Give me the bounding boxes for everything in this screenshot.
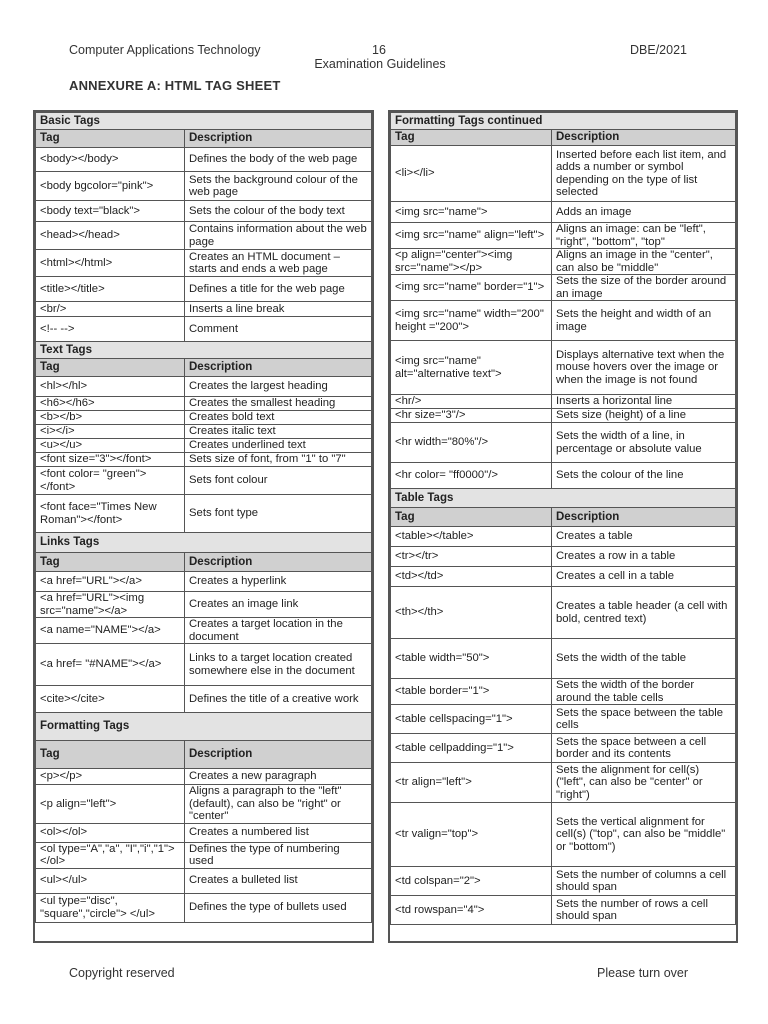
tag-cell: <p></p> [36,769,185,785]
tag-cell: <p align="center"><img src="name"></p> [391,249,552,275]
description-cell: Inserts a line break [185,302,372,317]
tag-cell: <img src="name"> [391,202,552,223]
right-table [390,112,736,925]
column-header-row [391,508,736,527]
description-cell: Adds an image [552,202,736,223]
table-row [391,679,736,705]
header-code: DBE/2021 [630,43,687,57]
table-row [36,250,372,277]
footer-copyright: Copyright reserved [69,966,175,980]
section-header-basic-tags [36,113,372,130]
col-header-description: Description [185,741,372,769]
table-row [391,567,736,587]
col-header-tag: Tag [36,359,185,377]
description-cell: Defines a title for the web page [185,277,372,302]
description-cell: Inserted before each list item, and adds a number or symbol depending on the type of list selected [552,146,736,202]
section-title: Formatting Tags continued [391,113,736,130]
table-row [391,803,736,867]
section-header-links-tags [36,533,372,553]
section-title: Text Tags [36,342,372,359]
description-cell: Sets the size of the border around an image [552,275,736,301]
table-row [36,302,372,317]
section-header-formatting-tags-continued [391,113,736,130]
table-row [36,411,372,425]
table-row [36,377,372,397]
table-row [36,618,372,644]
col-header-tag: Tag [36,741,185,769]
description-cell: Aligns an image: can be "left", "right", "bottom", "top" [552,223,736,249]
right-tag-table [388,110,738,943]
table-row [391,341,736,395]
tag-cell: <img src="name" width="200" height ="200"> [391,301,552,341]
footer-turn-over: Please turn over [597,966,689,980]
col-header-description: Description [552,508,736,527]
tag-cell: <a name="NAME"></a> [36,618,185,644]
table-row [391,547,736,567]
tag-cell: <table width="50"> [391,639,552,679]
description-cell: Sets the colour of the body text [185,201,372,222]
tag-cell: <img src="name" border="1"> [391,275,552,301]
section-title: Links Tags [36,533,372,553]
table-row [36,785,372,824]
table-row [36,201,372,222]
description-cell: Defines the body of the web page [185,148,372,172]
description-cell: Sets the width of the border around the table cells [552,679,736,705]
table-row [36,467,372,495]
description-cell: Sets the space between a cell border and its contents [552,734,736,763]
tag-cell: <i></i> [36,425,185,439]
table-row [391,527,736,547]
tag-cell: <tr></tr> [391,547,552,567]
table-row [36,842,372,868]
description-cell: Creates a table [552,527,736,547]
description-cell: Creates a cell in a table [552,567,736,587]
table-row [36,686,372,713]
tag-cell: <table border="1"> [391,679,552,705]
description-cell: Creates the largest heading [185,377,372,397]
tag-cell: <html></html> [36,250,185,277]
description-cell: Creates a target location in the document [185,618,372,644]
section-title: Basic Tags [36,113,372,130]
description-cell: Creates a table header (a cell with bold, centred text) [552,587,736,639]
description-cell: Creates an HTML document – starts and ends a web page [185,250,372,277]
table-row [36,572,372,592]
left-tag-table [33,110,374,943]
table-row [36,172,372,201]
tag-cell: <tr valign="top"> [391,803,552,867]
table-row [391,423,736,463]
table-row [36,439,372,453]
description-cell: Sets size (height) of a line [552,409,736,423]
tag-cell: <font face="Times New Roman"></font> [36,495,185,533]
table-row [36,277,372,302]
table-row [36,222,372,250]
description-cell: Links to a target location created somewhere else in the document [185,644,372,686]
left-table [35,112,372,923]
description-cell: Inserts a horizontal line [552,395,736,409]
col-header-tag: Tag [391,130,552,146]
table-row [391,639,736,679]
tag-cell: <ul></ul> [36,868,185,893]
tag-cell: <u></u> [36,439,185,453]
description-cell: Sets the colour of the line [552,463,736,489]
description-cell: Sets the height and width of an image [552,301,736,341]
tag-cell: <!-- --> [36,317,185,342]
description-cell: Creates the smallest heading [185,397,372,411]
description-cell: Sets the background colour of the web page [185,172,372,201]
table-row [36,644,372,686]
tag-cell: <title></title> [36,277,185,302]
col-header-description: Description [185,130,372,148]
tag-cell: <tr align="left"> [391,763,552,803]
tag-cell: <hl></hl> [36,377,185,397]
section-title: Table Tags [391,489,736,508]
col-header-description: Description [185,359,372,377]
description-cell: Sets the vertical alignment for cell(s) ("top", can also be "middle" or "bottom") [552,803,736,867]
table-row [391,734,736,763]
description-cell: Creates underlined text [185,439,372,453]
tag-cell: <cite></cite> [36,686,185,713]
tag-cell: <td></td> [391,567,552,587]
description-cell: Creates italic text [185,425,372,439]
tag-cell: <th></th> [391,587,552,639]
table-row [391,587,736,639]
description-cell: Displays alternative text when the mouse hovers over the image or when the image is not found [552,341,736,395]
description-cell: Defines the type of bullets used [185,893,372,922]
tag-cell: <hr size="3"/> [391,409,552,423]
col-header-tag: Tag [36,130,185,148]
column-header-row [36,741,372,769]
table-row [36,592,372,618]
table-row [36,769,372,785]
tag-cell: <body></body> [36,148,185,172]
page-number: 16 [372,43,386,57]
table-row [391,202,736,223]
section-title: Formatting Tags [36,713,372,741]
table-row [391,463,736,489]
table-row [36,453,372,467]
description-cell: Aligns an image in the "center", can also be "middle" [552,249,736,275]
description-cell: Creates a bulleted list [185,868,372,893]
table-row [391,395,736,409]
header-subject: Computer Applications Technology [69,43,261,57]
description-cell: Creates an image link [185,592,372,618]
description-cell: Comment [185,317,372,342]
tag-cell: <b></b> [36,411,185,425]
table-row [36,823,372,842]
description-cell: Sets font type [185,495,372,533]
tag-cell: <hr color= "ff0000"/> [391,463,552,489]
table-row [391,763,736,803]
tag-cell: <li></li> [391,146,552,202]
description-cell: Defines the title of a creative work [185,686,372,713]
description-cell: Creates a numbered list [185,823,372,842]
description-cell: Creates bold text [185,411,372,425]
tag-cell: <a href="URL"><img src="name"></a> [36,592,185,618]
tag-cell: <br/> [36,302,185,317]
table-row [391,301,736,341]
column-header-row [36,130,372,148]
col-header-description: Description [185,553,372,572]
description-cell: Sets font colour [185,467,372,495]
tag-cell: <head></head> [36,222,185,250]
tag-cell: <ul type="disc", "square","circle"> </ul> [36,893,185,922]
tag-cell: <h6></h6> [36,397,185,411]
description-cell: Creates a row in a table [552,547,736,567]
tag-cell: <p align="left"> [36,785,185,824]
table-row [391,409,736,423]
tag-cell: <body text="black"> [36,201,185,222]
col-header-tag: Tag [36,553,185,572]
section-header-table-tags [391,489,736,508]
tag-cell: <td colspan="2"> [391,867,552,896]
table-row [391,275,736,301]
tag-cell: <body bgcolor="pink"> [36,172,185,201]
table-row [391,249,736,275]
tag-cell: <ol></ol> [36,823,185,842]
description-cell: Sets the space between the table cells [552,705,736,734]
table-row [391,867,736,896]
header-subtitle: Examination Guidelines [314,57,446,71]
tag-cell: <hr/> [391,395,552,409]
description-cell: Creates a new paragraph [185,769,372,785]
tag-cell: <a href="URL"></a> [36,572,185,592]
table-row [391,146,736,202]
description-cell: Creates a hyperlink [185,572,372,592]
table-row [391,223,736,249]
tag-cell: <img src="name" alt="alternative text"> [391,341,552,395]
description-cell: Sets the width of a line, in percentage or absolute value [552,423,736,463]
table-row [36,868,372,893]
description-cell: Contains information about the web page [185,222,372,250]
description-cell: Sets the alignment for cell(s) ("left", can also be "center" or "right") [552,763,736,803]
table-row [36,495,372,533]
tag-cell: <td rowspan="4"> [391,896,552,925]
tag-cell: <ol type="A","a", "I","i","1"></ol> [36,842,185,868]
description-cell: Sets the number of columns a cell should span [552,867,736,896]
tag-cell: <a href= "#NAME"></a> [36,644,185,686]
section-header-text-tags [36,342,372,359]
tag-cell: <font size="3"></font> [36,453,185,467]
description-cell: Aligns a paragraph to the "left" (default), can also be "right" or "center" [185,785,372,824]
column-header-row [36,359,372,377]
column-header-row [36,553,372,572]
col-header-description: Description [552,130,736,146]
tag-cell: <table cellspacing="1"> [391,705,552,734]
tag-cell: <font color= "green"></font> [36,467,185,495]
description-cell: Sets size of font, from "1" to "7" [185,453,372,467]
table-row [391,896,736,925]
table-row [36,317,372,342]
description-cell: Sets the number of rows a cell should span [552,896,736,925]
tag-cell: <table></table> [391,527,552,547]
section-header-formatting-tags [36,713,372,741]
tag-cell: <hr width="80%"/> [391,423,552,463]
table-row [36,893,372,922]
page-title: ANNEXURE A: HTML TAG SHEET [69,78,281,93]
tag-cell: <table cellpadding="1"> [391,734,552,763]
col-header-tag: Tag [391,508,552,527]
description-cell: Sets the width of the table [552,639,736,679]
column-header-row [391,130,736,146]
table-row [36,425,372,439]
description-cell: Defines the type of numbering used [185,842,372,868]
table-row [391,705,736,734]
tag-cell: <img src="name" align="left"> [391,223,552,249]
table-row [36,148,372,172]
table-row [36,397,372,411]
